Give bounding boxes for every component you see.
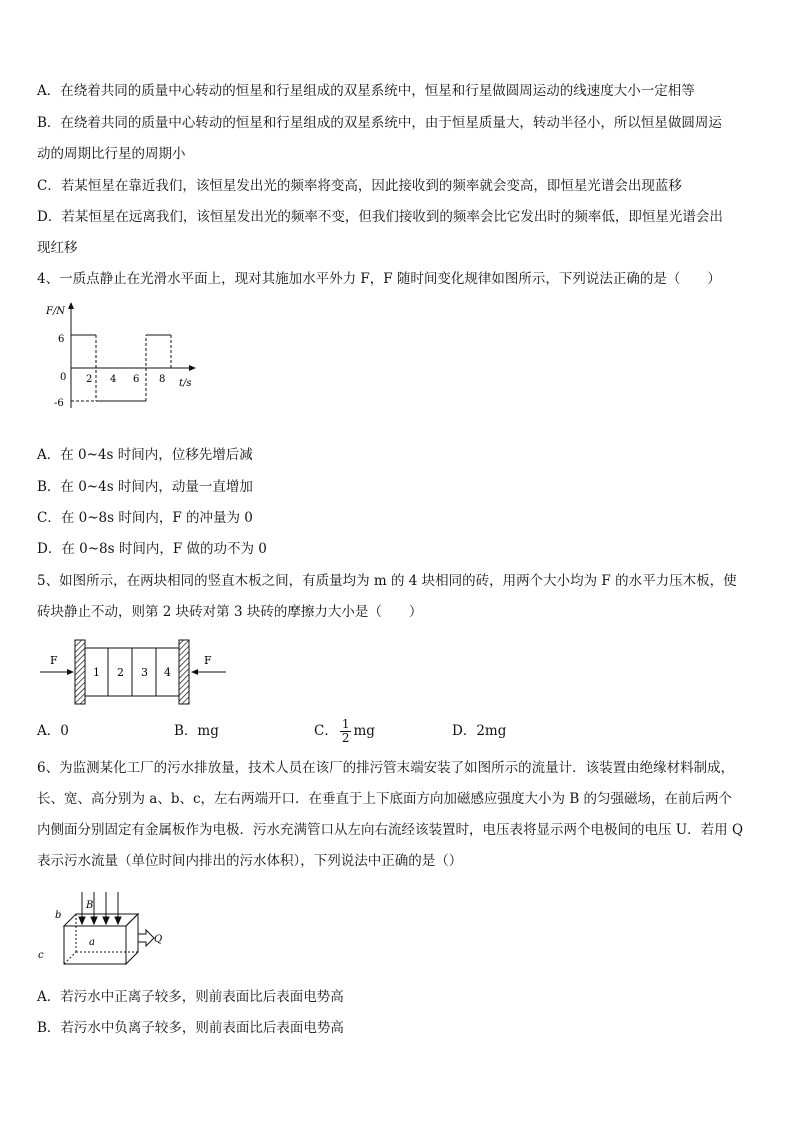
y-axis-label: F/N <box>46 306 66 317</box>
q6-flowmeter-figure <box>34 888 164 970</box>
y-axis-arrow <box>68 302 74 309</box>
label-Q: Q <box>154 934 163 945</box>
q4-option-d: D．在 0~8s 时间内，F 做的功不为 0 <box>37 541 267 557</box>
q3-option-b-line1: B．在绕着共同的质量中心转动的恒星和行星组成的双星系统中，由于恒星质量大，转动半径小，所以恒星做圆周运 <box>37 115 722 131</box>
q5-stem-line2: 砖块静止不动，则第 2 块砖对第 3 块砖的摩擦力大小是（ ） <box>37 604 423 620</box>
q3-option-d-line2: 现红移 <box>37 240 78 256</box>
outflow-arrow <box>138 930 154 946</box>
q4-stem: 4、一质点静止在光滑水平面上，现对其施加水平外力 F，F 随时间变化规律如图所示，下列说法正确的是（ ） <box>37 271 721 287</box>
box-top-face <box>64 914 138 926</box>
q5-option-c-prefix: C． <box>314 723 338 739</box>
q3-option-c: C．若某恒星在靠近我们，该恒星发出光的频率将变高，因此接收到的频率就会变高，即恒星光谱会出现蓝移 <box>37 178 682 194</box>
fraction-denominator: 2 <box>341 731 350 745</box>
label-a: a <box>89 937 95 948</box>
origin-label: 0 <box>60 372 67 383</box>
label-c: c <box>38 950 44 961</box>
q6-option-a: A．若污水中正离子较多，则前表面比后表面电势高 <box>37 989 344 1005</box>
q3-option-d-line1: D．若某恒星在远离我们，该恒星发出光的频率不变，但我们接收到的频率会比它发出时的频率低，即恒星光谱会出 <box>37 209 723 225</box>
q5-option-c-suffix: mg <box>353 723 375 739</box>
brick-label-4: 4 <box>164 666 171 679</box>
fraction-numerator: 1 <box>341 717 350 731</box>
q6-stem-line1: 6、为监测某化工厂的污水排放量，技术人员在该厂的排污管末端安装了如图所示的流量计．该装置由绝缘材料制成， <box>37 760 735 776</box>
q6-stem-line3: 内侧面分别固定有金属板作为电极．污水充满管口从左向右流经该装置时，电压表将显示两个电极间的电压 U．若用 Q <box>37 822 744 838</box>
q3-option-a: A．在绕着共同的质量中心转动的恒星和行星组成的双星系统中，恒星和行星做圆周运动的线速度大小一定相等 <box>37 83 695 99</box>
x-tick-8: 8 <box>159 374 166 385</box>
left-force-arrowhead <box>67 669 74 675</box>
brick-label-3: 3 <box>141 666 148 679</box>
q5-option-b: B．mg <box>174 723 219 739</box>
q4-option-c: C．在 0~8s 时间内，F 的冲量为 0 <box>37 510 253 526</box>
y-tick-neg6: -6 <box>54 398 64 409</box>
box-front-face <box>64 926 126 964</box>
q6-option-b: B．若污水中负离子较多，则前表面比后表面电势高 <box>37 1020 344 1036</box>
q5-option-c <box>314 711 375 751</box>
q4-option-a: A．在 0~4s 时间内，位移先增后减 <box>37 447 253 463</box>
q3-option-b-line2: 动的周期比行星的周期小 <box>37 146 186 162</box>
x-tick-2: 2 <box>86 374 93 385</box>
q6-stem-line4: 表示污水流量（单位时间内排出的污水体积），下列说法中正确的是（） <box>37 853 463 869</box>
q5-option-d: D．2mg <box>452 723 507 739</box>
q5-option-c-fraction <box>340 718 352 745</box>
right-force-label: F <box>204 654 212 667</box>
label-b: b <box>55 910 62 921</box>
x-tick-6: 6 <box>133 374 140 385</box>
brick-label-2: 2 <box>117 666 124 679</box>
x-tick-4: 4 <box>110 374 117 385</box>
right-board <box>179 640 189 704</box>
brick-label-1: 1 <box>93 666 100 679</box>
label-B: B <box>86 900 94 911</box>
q5-option-a: A．0 <box>37 723 69 739</box>
q5-brick-figure <box>38 638 228 706</box>
y-tick-6: 6 <box>58 334 65 345</box>
q4-option-b: B．在 0~4s 时间内，动量一直增加 <box>37 479 253 495</box>
q4-force-time-graph <box>40 296 210 416</box>
q5-stem-line1: 5、如图所示，在两块相同的竖直木板之间，有质量均为 m 的 4 块相同的砖，用两个大小均为 F 的水平力压木板，使 <box>37 573 737 589</box>
left-force-label: F <box>50 654 58 667</box>
x-axis-arrow <box>189 365 196 371</box>
x-axis-label: t/s <box>179 378 192 389</box>
left-board <box>75 640 85 704</box>
right-force-arrowhead <box>191 669 198 675</box>
q6-stem-line2: 长、宽、高分别为 a、b、c，左右两端开口．在垂直于上下底面方向加磁感应强度大小为 B 的匀强磁场，在前后两个 <box>37 791 733 807</box>
